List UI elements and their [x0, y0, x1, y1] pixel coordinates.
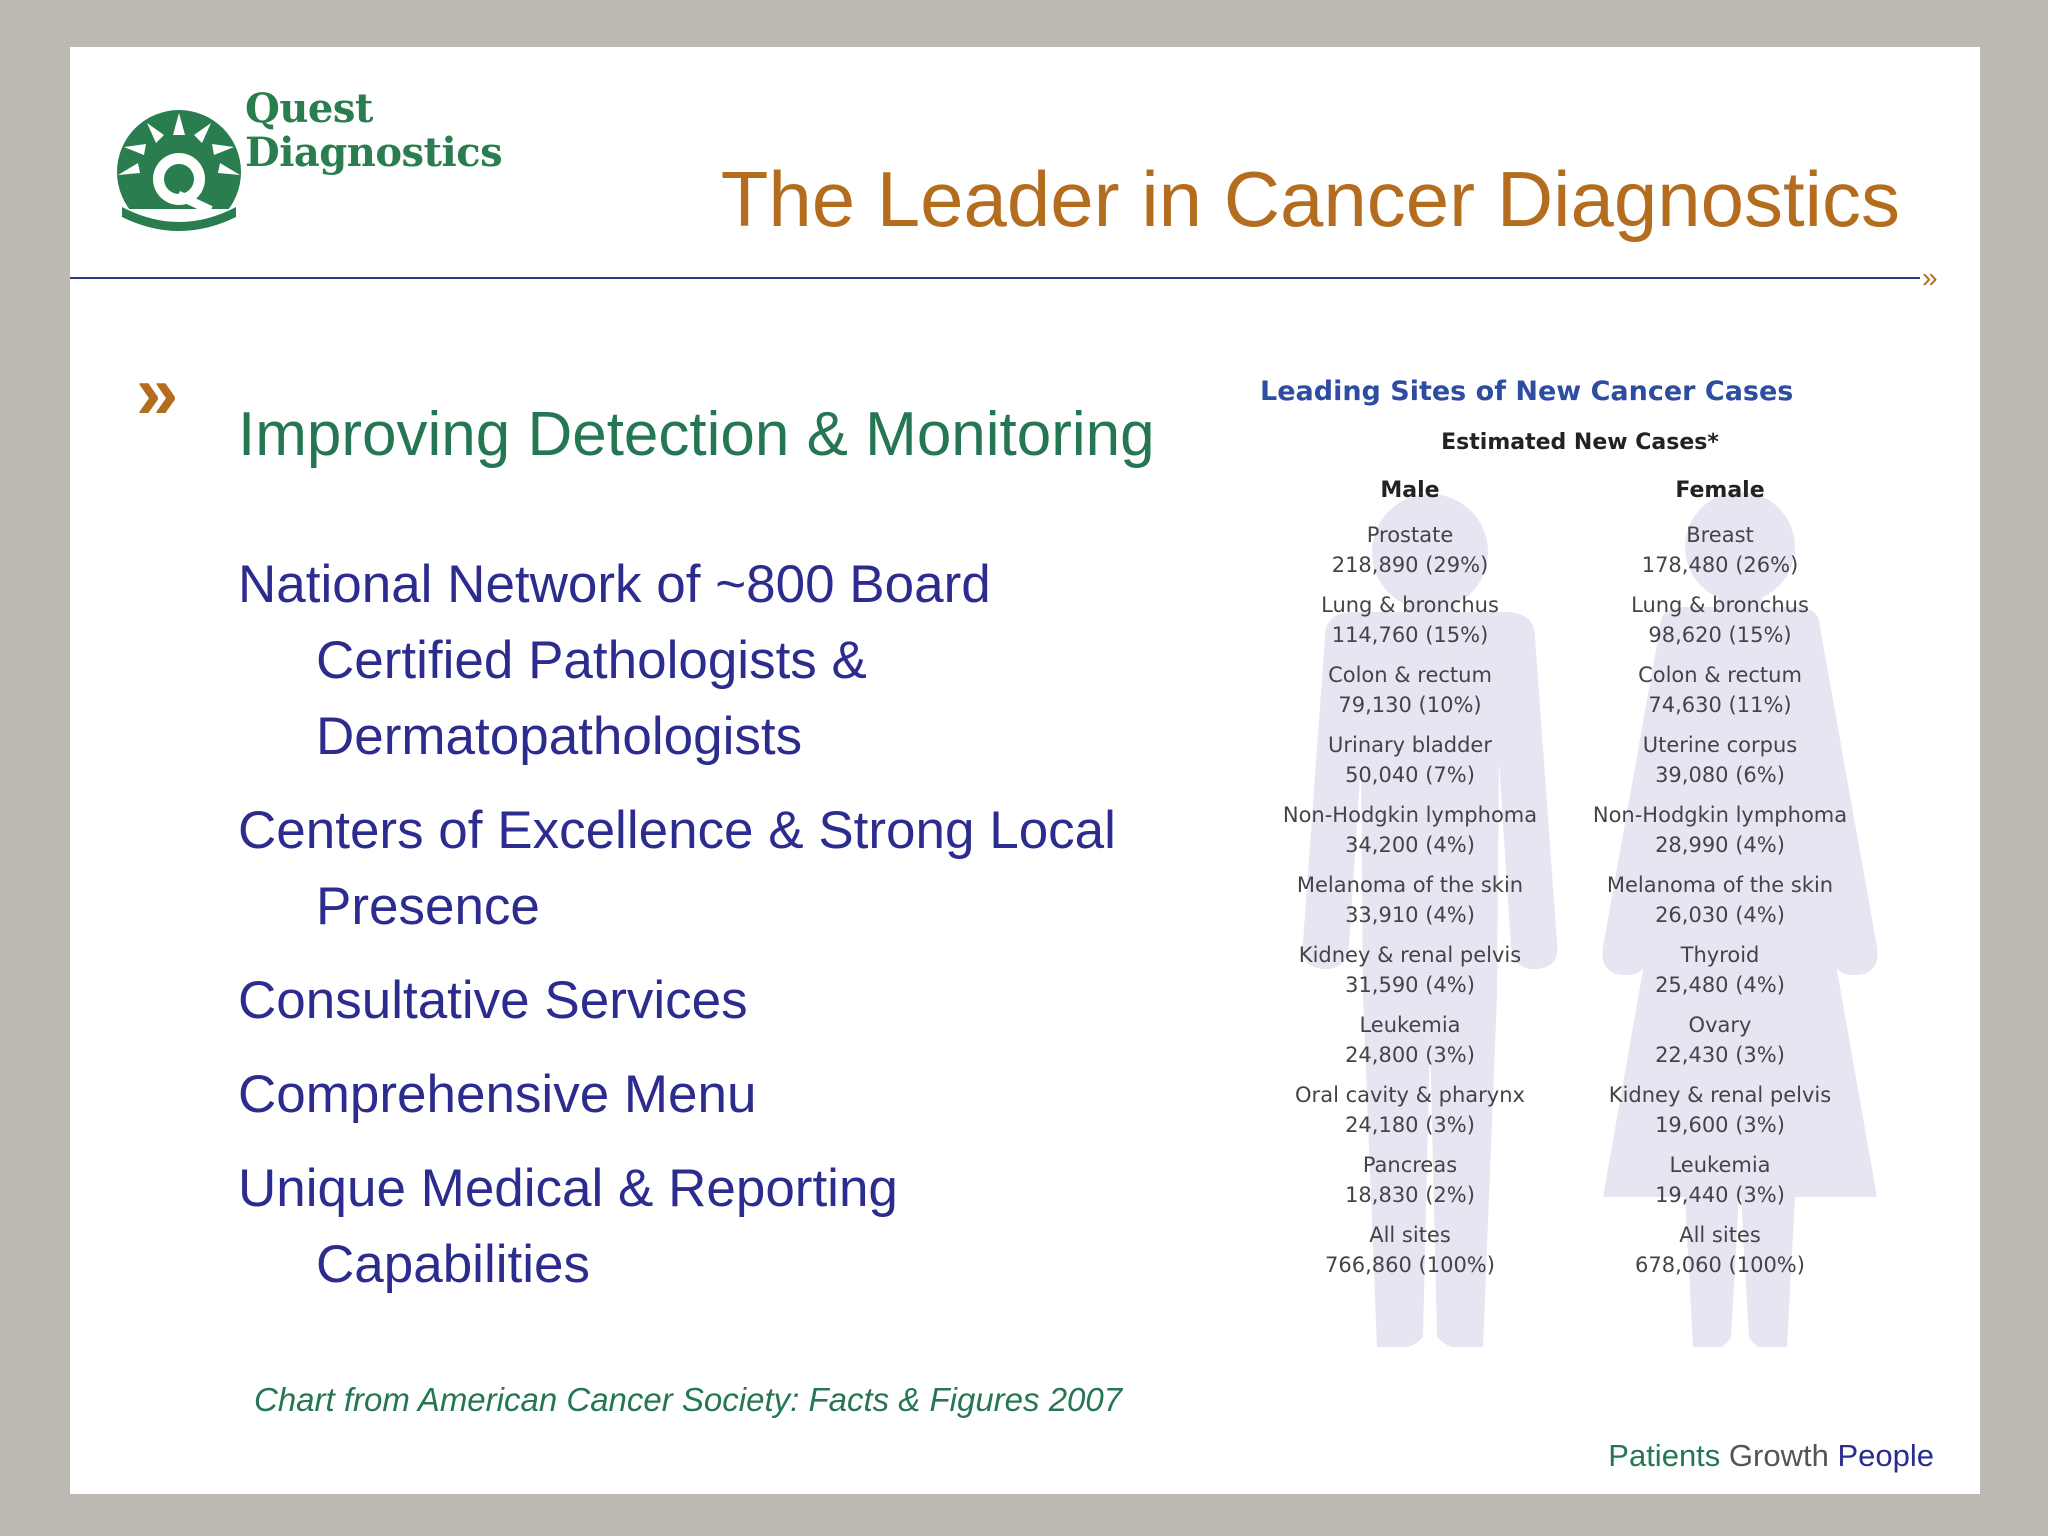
table-row	[1570, 1010, 1870, 1080]
site-value: 19,600 (3%)	[1655, 1113, 1785, 1137]
site-value: 218,890 (29%)	[1331, 553, 1489, 577]
female-header: Female	[1675, 478, 1765, 503]
female-column	[1570, 476, 1870, 1290]
footer-word-people: People	[1837, 1438, 1934, 1473]
site-value: 39,080 (6%)	[1655, 763, 1785, 787]
table-row	[1570, 660, 1870, 730]
chart-subtitle: Estimated New Cases*	[1441, 430, 1719, 455]
table-row	[1260, 660, 1560, 730]
footer-tagline	[1608, 1436, 1934, 1476]
site-label: All sites	[1679, 1223, 1761, 1247]
table-row	[1570, 730, 1870, 800]
site-value: 26,030 (4%)	[1655, 903, 1785, 927]
site-label: Urinary bladder	[1327, 733, 1492, 757]
slide	[70, 47, 1980, 1494]
site-label: Non-Hodgkin lymphoma	[1282, 803, 1538, 827]
site-label: Leukemia	[1669, 1153, 1771, 1177]
site-label: Kidney & renal pelvis	[1608, 1083, 1832, 1107]
section-arrow-icon: »	[136, 350, 179, 435]
footer-word-growth: Growth	[1728, 1438, 1829, 1473]
site-value: 678,060 (100%)	[1635, 1253, 1805, 1277]
bullet-item: National Network of ~800 Board Certified Pathologists & Dermatopathologists	[238, 555, 991, 766]
site-label: Melanoma of the skin	[1296, 873, 1524, 897]
table-row	[1570, 800, 1870, 870]
male-column	[1260, 476, 1560, 1290]
site-label: Non-Hodgkin lymphoma	[1592, 803, 1848, 827]
site-value: 98,620 (15%)	[1648, 623, 1792, 647]
table-row	[1570, 1150, 1870, 1220]
site-label: Leukemia	[1359, 1013, 1461, 1037]
site-value: 19,440 (3%)	[1655, 1183, 1785, 1207]
company-logo	[114, 87, 534, 227]
table-row	[1570, 940, 1870, 1010]
table-row	[1260, 730, 1560, 800]
chart-title: Leading Sites of New Cancer Cases	[1260, 376, 1794, 407]
site-value: 24,180 (3%)	[1345, 1113, 1475, 1137]
site-value: 18,830 (2%)	[1345, 1183, 1475, 1207]
site-value: 50,040 (7%)	[1345, 763, 1475, 787]
table-row	[1260, 1010, 1560, 1080]
site-label: Uterine corpus	[1642, 733, 1798, 757]
table-row-total	[1260, 1220, 1560, 1290]
site-value: 178,480 (26%)	[1641, 553, 1799, 577]
site-label: All sites	[1369, 1223, 1451, 1247]
source-caption: Chart from American Cancer Society: Facts & Figures 2007	[254, 1381, 1123, 1418]
quest-logo-icon	[114, 107, 244, 237]
divider-arrow-icon: »	[1922, 262, 1938, 293]
site-label: Breast	[1686, 523, 1754, 547]
table-row	[1260, 800, 1560, 870]
table-row	[1570, 520, 1870, 590]
site-value: 766,860 (100%)	[1325, 1253, 1495, 1277]
logo-line-2: Diagnostics	[245, 129, 503, 176]
site-label: Colon & rectum	[1328, 663, 1492, 687]
site-label: Oral cavity & pharynx	[1295, 1083, 1525, 1107]
site-value: 22,430 (3%)	[1655, 1043, 1785, 1067]
site-value: 25,480 (4%)	[1655, 973, 1785, 997]
bullet-list	[238, 547, 1158, 1321]
male-header: Male	[1380, 478, 1440, 503]
table-row	[1260, 1150, 1560, 1220]
site-value: 34,200 (4%)	[1345, 833, 1475, 857]
logo-wordmark	[245, 87, 502, 175]
table-row	[1570, 1080, 1870, 1150]
site-value: 114,760 (15%)	[1331, 623, 1489, 647]
table-row	[1570, 590, 1870, 660]
site-label: Kidney & renal pelvis	[1298, 943, 1522, 967]
table-row	[1260, 590, 1560, 660]
site-label: Lung & bronchus	[1631, 593, 1809, 617]
site-label: Lung & bronchus	[1321, 593, 1499, 617]
site-label: Melanoma of the skin	[1606, 873, 1834, 897]
site-label: Thyroid	[1680, 943, 1760, 967]
bullet-item: Comprehensive Menu	[238, 1065, 757, 1124]
cancer-cases-chart	[1260, 372, 1960, 1372]
site-label: Ovary	[1688, 1013, 1752, 1037]
site-value: 79,130 (10%)	[1338, 693, 1482, 717]
logo-line-1: Quest	[245, 85, 373, 132]
section-heading: Improving Detection & Monitoring	[238, 400, 1155, 469]
slide-title: The Leader in Cancer Diagnostics	[720, 155, 1900, 243]
table-row-total	[1570, 1220, 1870, 1290]
site-value: 33,910 (4%)	[1345, 903, 1475, 927]
site-label: Pancreas	[1362, 1153, 1458, 1177]
bullet-item: Centers of Excellence & Strong Local Presence	[238, 801, 1116, 936]
bullet-item: Unique Medical & Reporting Capabilities	[238, 1159, 898, 1294]
site-label: Prostate	[1366, 523, 1454, 547]
footer-word-patients: Patients	[1608, 1438, 1721, 1473]
site-label: Colon & rectum	[1638, 663, 1802, 687]
table-row	[1570, 870, 1870, 940]
bullet-item: Consultative Services	[238, 971, 748, 1030]
table-row	[1260, 870, 1560, 940]
site-value: 28,990 (4%)	[1655, 833, 1785, 857]
table-row	[1260, 1080, 1560, 1150]
title-divider	[70, 277, 1920, 279]
table-row	[1260, 520, 1560, 590]
site-value: 24,800 (3%)	[1345, 1043, 1475, 1067]
site-value: 74,630 (11%)	[1648, 693, 1792, 717]
site-value: 31,590 (4%)	[1345, 973, 1475, 997]
table-row	[1260, 940, 1560, 1010]
